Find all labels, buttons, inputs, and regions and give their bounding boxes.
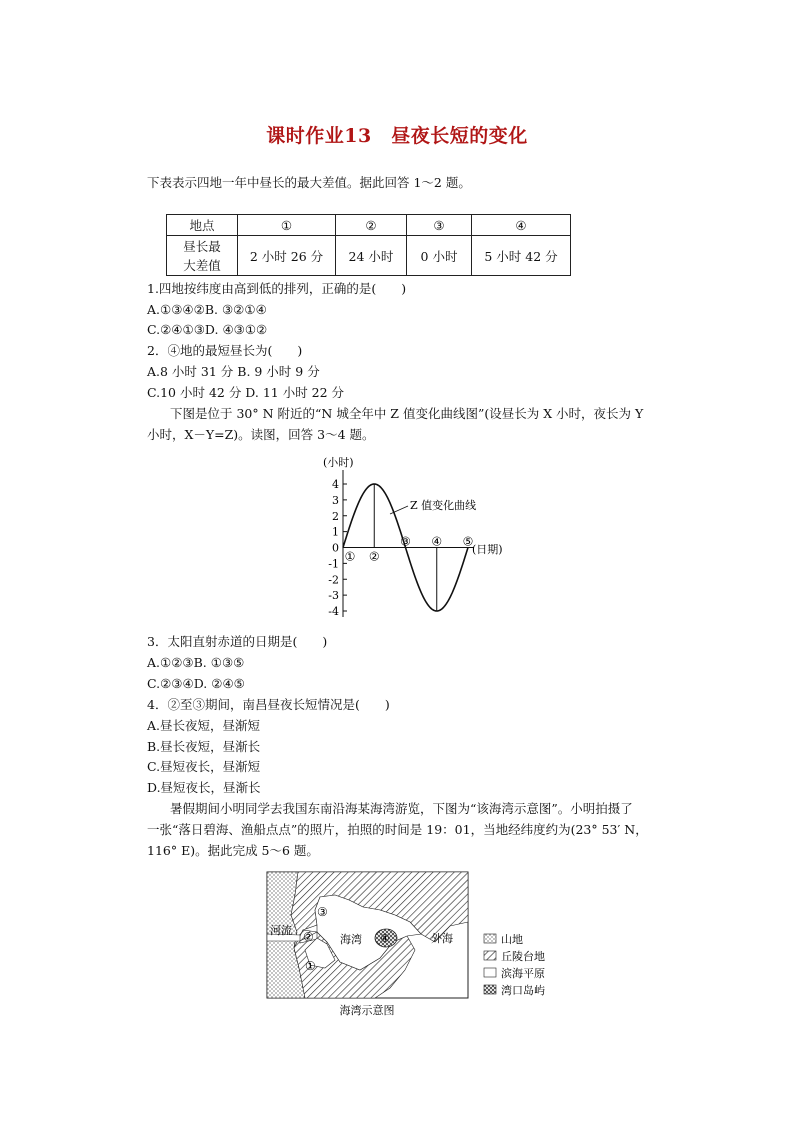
- point-3-label: ③: [317, 905, 328, 919]
- y-tick-label: 2: [332, 509, 339, 523]
- point-label: ③: [400, 534, 411, 549]
- legend-plain: 滨海平原: [501, 967, 545, 980]
- q4-option-d: D.昼短夜长，昼渐长: [147, 780, 261, 795]
- point-4-label: ④: [380, 932, 390, 945]
- y-tick-label: -1: [328, 557, 339, 571]
- y-tick-label: 3: [332, 493, 339, 507]
- intro-q5-6-line3: 116° E)。据此完成 5～6 题。: [147, 843, 319, 858]
- q4-option-b: B.昼长夜短，昼渐长: [147, 739, 261, 754]
- row-label-line: 昼长最: [183, 238, 221, 254]
- table-cell: 24 小时: [336, 236, 407, 276]
- curve-label: Z 值变化曲线: [410, 499, 477, 512]
- y-ticks: [328, 478, 347, 618]
- map-caption: 海湾示意图: [339, 1004, 395, 1017]
- legend-hill: 丘陵台地: [501, 950, 545, 963]
- y-tick-label: -3: [328, 589, 339, 603]
- intro-q1-2: 下表表示四地一年中昼长的最大差值。据此回答 1～2 题。: [147, 175, 471, 190]
- q1-stem: 1.四地按纬度由高到低的排列，正确的是( ): [147, 281, 407, 296]
- row-label-line: 大差值: [183, 257, 221, 273]
- y-axis-unit: (小时): [323, 456, 354, 469]
- legend-plain-swatch: [484, 968, 496, 977]
- table-cell: 0 小时: [407, 236, 472, 276]
- point-2-label: ②: [303, 930, 314, 944]
- table-header-cell: 地点: [167, 215, 238, 236]
- table-cell: 2 小时 26 分: [238, 236, 336, 276]
- bay-map: [265, 870, 565, 1020]
- table-header-cell: ①: [238, 215, 336, 236]
- q2-stem: 2．④地的最短昼长为( ): [147, 343, 303, 358]
- y-tick-label: 0: [332, 541, 339, 555]
- intro-q3-4-line1: 下图是位于 30° N 附近的“N 城全年中 Z 值变化曲线图”(设昼长为 X 小时，夜长为 Y: [170, 406, 644, 421]
- legend-hill-swatch: [484, 951, 496, 960]
- q3-options-cd: C.②③④D. ②④⑤: [147, 676, 245, 691]
- intro-q5-6-line2: 一张“落日碧海、渔船点点”的照片，拍照的时间是 19：01，当地经纬度约为(23° 53′ N，: [147, 822, 648, 837]
- legend-island: 湾口岛屿: [501, 984, 545, 997]
- point-1-label: ①: [305, 959, 316, 973]
- q3-stem: 3．太阳直射赤道的日期是( ): [147, 634, 328, 649]
- point-label: ①: [344, 549, 356, 564]
- table-row-label: [167, 236, 238, 276]
- z-value-chart: [313, 452, 513, 622]
- point-label: ⑤: [462, 534, 474, 549]
- y-tick-label: 4: [332, 478, 339, 491]
- river-label: 河流: [270, 924, 292, 937]
- y-tick-label: 1: [332, 525, 339, 539]
- q4-option-a: A.昼长夜短，昼渐短: [147, 718, 261, 733]
- y-tick-label: -2: [328, 573, 339, 587]
- intro-q3-4-line2: 小时，X－Y=Z)。读图，回答 3～4 题。: [147, 427, 375, 442]
- point-label: ②: [368, 549, 380, 564]
- bay-label: 海湾: [340, 933, 362, 946]
- table-row: [167, 236, 571, 276]
- q1-options-ab: A.①③④②B. ③②①④: [147, 302, 267, 317]
- legend-mountain-swatch: [484, 934, 496, 943]
- q1-options-cd: C.②④①③D. ④③①②: [147, 322, 268, 337]
- page-title: 课时作业13 昼夜长短的变化: [266, 125, 528, 147]
- table-header-cell: ④: [472, 215, 571, 236]
- x-axis-unit: (日期): [472, 543, 503, 556]
- y-tick-label: -4: [328, 605, 339, 618]
- legend-mountain: 山地: [501, 933, 523, 946]
- table-header-cell: ③: [407, 215, 472, 236]
- q2-options-ab: A.8 小时 31 分 B. 9 小时 9 分: [147, 364, 320, 379]
- q4-option-c: C.昼短夜长，昼渐短: [147, 759, 261, 774]
- q2-options-cd: C.10 小时 42 分 D. 11 小时 22 分: [147, 385, 345, 400]
- q4-stem: 4．②至③期间，南昌昼夜长短情况是( ): [147, 697, 390, 712]
- open-sea-label: 外海: [431, 932, 453, 945]
- point-label: ④: [431, 534, 443, 549]
- table-header-row: [167, 215, 571, 236]
- legend-island-swatch: [484, 985, 496, 994]
- table-cell: 5 小时 42 分: [472, 236, 571, 276]
- table-header-cell: ②: [336, 215, 407, 236]
- daylength-table: [166, 214, 571, 276]
- q3-options-ab: A.①②③B. ①③⑤: [147, 655, 245, 670]
- intro-q5-6-line1: 暑假期间小明同学去我国东南沿海某海湾游览，下图为“该海湾示意图”。小明拍摄了: [170, 801, 633, 816]
